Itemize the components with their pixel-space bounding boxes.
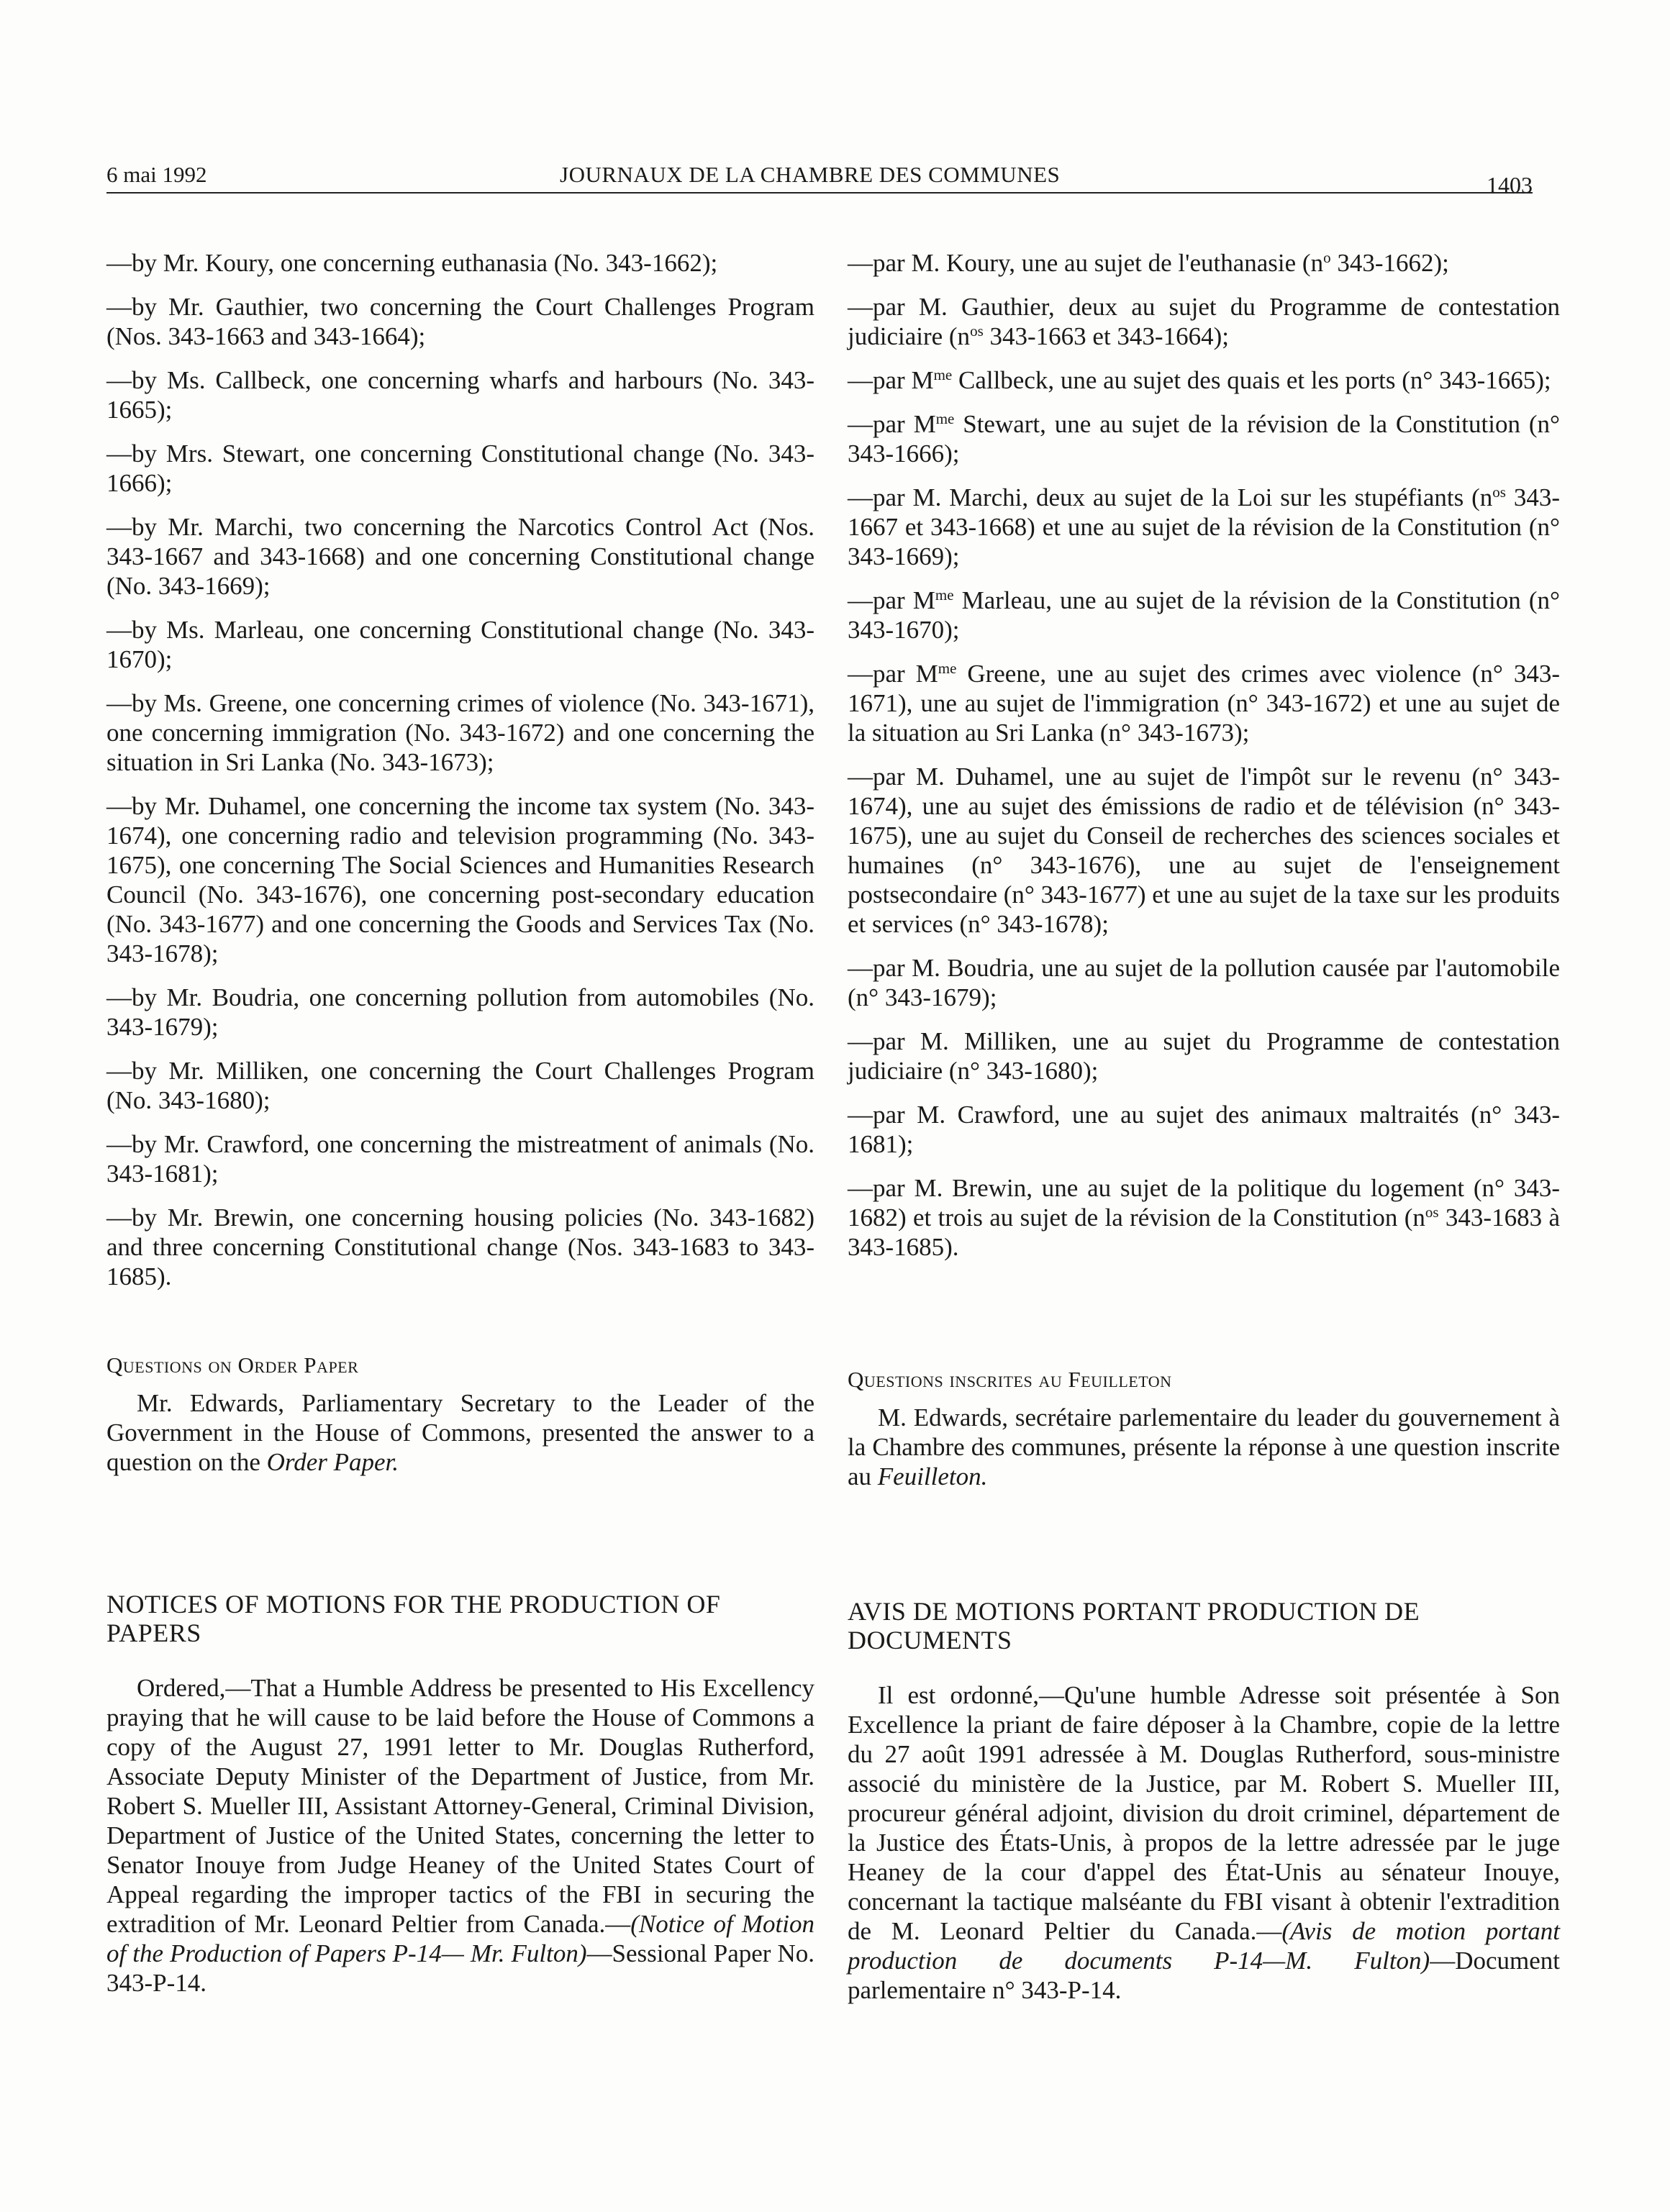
header-rule (106, 192, 1533, 194)
notices-paragraph (106, 1673, 814, 1998)
entry-sup: me (938, 660, 957, 677)
entry-text: —par M. Crawford, une au sujet des animaux maltraités (n° 343-1681); (848, 1101, 1560, 1158)
petition-entry: —by Mr. Duhamel, one concerning the income tax system (No. 343-1674), one concerning radio and television programming (No. 343-1675), one concerning The Social Sciences and Humanities Research Council (No. 343-1676), one concerning post-secondary education (No. 343-1677) and one concerning the Goods and Services Tax (No. 343-1678); (106, 792, 814, 968)
entry-text: —par M (848, 410, 936, 438)
entry-text: —par M. Marchi, deux au sujet de la Loi sur les stupéfiants (n (848, 483, 1493, 511)
notices-section-english (106, 1590, 814, 1998)
entry-sup: me (935, 410, 955, 427)
petition-entry: —by Mrs. Stewart, one concerning Constitutional change (No. 343-1666); (106, 440, 814, 497)
questions-text: Mr. Edwards, Parliamentary Secretary to the Leader of the Government in the House of Commons, presented the answer to a question on the (106, 1389, 814, 1476)
entry-text: Marleau, une au sujet de la révision de la Constitution (n° 343-1670); (848, 586, 1560, 644)
entry-text: 343-1667 et 343-1668) et une au sujet de la révision de la Constitution (n° 343-1669); (848, 483, 1561, 570)
petition-entry: —by Ms. Marleau, one concerning Constitutional change (No. 343-1670); (106, 616, 814, 673)
entry-text: —par M. Duhamel, une au sujet de l'impôt sur le revenu (n° 343-1674), une au sujet des émissions de radio et de télévision (n° 343-1675), une au sujet du Conseil de recherches des sciences sociales et humaines (n° 343-1676), une au sujet de l'enseignement postsecondaire (n° 343-1677) et une au sujet de la taxe sur les produits et services (n° 343-1678); (848, 763, 1560, 938)
petition-entry: —by Ms. Callbeck, one concerning wharfs and harbours (No. 343-1665); (106, 366, 814, 424)
notices-italic: (Notice of Motion of the Production of Papers P-14— Mr. Fulton) (106, 1910, 814, 1967)
petition-entry (848, 953, 1560, 1012)
questions-paragraph (106, 1388, 814, 1477)
entry-text: Stewart, une au sujet de la révision de la Constitution (n° 343-1666); (848, 410, 1561, 468)
french-column (848, 248, 1560, 2005)
page-header (106, 162, 1533, 198)
petition-entry: —by Ms. Greene, one concerning crimes of violence (No. 343-1671), one concerning immigration (No. 343-1672) and one concerning the situation in Sri Lanka (No. 343-1673); (106, 689, 814, 776)
entry-text: —par M (848, 366, 934, 394)
entry-sup: me (935, 586, 954, 604)
petition-entry (848, 1027, 1560, 1085)
petition-entry: —by Mr. Crawford, one concerning the mistreatment of animals (No. 343-1681); (106, 1130, 814, 1188)
petition-entry: —by Mr. Milliken, one concerning the Court Challenges Program (No. 343-1680); (106, 1057, 814, 1114)
questions-section-french (848, 1367, 1560, 1597)
notices-italic: (Avis de motion portant production de documents P-14—M. Fulton) (848, 1917, 1560, 1975)
questions-italic: Feuilleton. (877, 1462, 988, 1490)
entry-text: —par M. Brewin, une au sujet de la politique du logement (n° 343-1682) et trois au sujet de la révision de la Constitution (n (848, 1174, 1560, 1232)
entry-sup: os (1492, 483, 1506, 501)
header-date: 6 mai 1992 (106, 162, 207, 187)
notices-tail: —Sessional Paper No. 343-P-14. (106, 1939, 814, 1997)
questions-section-english (106, 1352, 814, 1590)
entry-text: —par M. Milliken, une au sujet du Programme de contestation judiciaire (n° 343-1680); (848, 1027, 1560, 1085)
petition-entry: —by Mr. Koury, one concerning euthanasia (No. 343-1662); (106, 249, 718, 277)
petition-entry (848, 762, 1560, 939)
entry-text: —par M (848, 586, 935, 614)
notices-tail: —Document parlementaire n° 343-P-14. (848, 1947, 1560, 2004)
petition-entry: —by Mr. Brewin, one concerning housing policies (No. 343-1682) and three concerning Constitutional change (Nos. 343-1683 to 343-1685). (106, 1203, 814, 1291)
english-column (106, 248, 814, 1998)
notices-heading: NOTICES OF MOTIONS FOR THE PRODUCTION OF PAPERS (106, 1590, 721, 1647)
questions-heading: Questions on Order Paper (106, 1352, 359, 1378)
notices-paragraph (848, 1680, 1560, 2005)
petition-entry (848, 1173, 1560, 1262)
entry-text: 343-1662); (1330, 249, 1449, 277)
petition-entry (848, 365, 1560, 395)
notices-heading: AVIS DE MOTIONS PORTANT PRODUCTION DE DOCUMENTS (848, 1597, 1420, 1655)
petition-entry (848, 483, 1560, 571)
entry-text: 343-1663 et 343-1664); (983, 322, 1229, 350)
questions-heading: Questions inscrites au Feuilleton (848, 1367, 1172, 1392)
entry-text: —par M. Gauthier, deux au sujet du Programme de contestation judiciaire (n (848, 293, 1560, 350)
entry-text: —par M. Boudria, une au sujet de la pollution causée par l'automobile (n° 343-1679); (848, 954, 1560, 1011)
petition-entry: —by Mr. Marchi, two concerning the Narcotics Control Act (Nos. 343-1667 and 343-1668) and one concerning Constitutional change (No. 343-1669); (106, 513, 814, 600)
petition-entry: —by Mr. Gauthier, two concerning the Court Challenges Program (Nos. 343-1663 and 343-1664); (106, 293, 814, 350)
entry-text: Callbeck, une au sujet des quais et les ports (n° 343-1665); (952, 366, 1551, 394)
petition-list-french (848, 248, 1560, 1367)
entry-text: Greene, une au sujet des crimes avec violence (n° 343-1671), une au sujet de l'immigration (n° 343-1672) et une au sujet de la situation au Sri Lanka (n° 343-1673); (848, 660, 1560, 747)
petition-entry (848, 409, 1560, 468)
journal-title: JOURNAUX DE LA CHAMBRE DES COMMUNES (560, 162, 1061, 187)
petition-list-english (106, 248, 814, 1352)
petition-entry (848, 1100, 1560, 1159)
entry-sup: os (970, 322, 984, 340)
entry-sup: me (933, 366, 953, 383)
petition-entry (848, 586, 1560, 645)
notices-section-french (848, 1597, 1560, 2005)
entry-text: 343-1683 à 343-1685). (848, 1203, 1560, 1261)
petition-entry (848, 659, 1560, 747)
page-number: 1403 (1487, 172, 1533, 198)
petition-entry: —by Mr. Boudria, one concerning pollution from automobiles (No. 343-1679); (106, 983, 814, 1041)
questions-italic: Order Paper. (266, 1448, 399, 1476)
notices-text: Ordered,—That a Humble Address be presented to His Excellency praying that he will cause to be laid before the House of Commons a copy of the August 27, 1991 letter to Mr. Douglas Rutherford, Associate Deputy Minister of the Department of Justice, from Mr. Robert S. Mueller III, Assistant Attorney-General, Criminal Division, Department of Justice of the United States, concerning the letter to Senator Inouye from Judge Heaney of the United States Court of Appeal regarding the improper tactics of the FBI in securing the extradition of Mr. Leonard Peltier from Canada.— (106, 1674, 814, 1938)
questions-text: M. Edwards, secrétaire parlementaire du leader du gouvernement à la Chambre des communes, présente la réponse à une question inscrite au (848, 1403, 1560, 1490)
entry-sup: os (1425, 1203, 1439, 1221)
notices-text: Il est ordonné,—Qu'une humble Adresse soit présentée à Son Excellence la priant de faire déposer à la Chambre, copie de la lettre du 27 août 1991 adressée à M. Douglas Rutherford, sous-ministre associé du ministère de la Justice, par M. Robert S. Mueller III, procureur général adjoint, division du droit criminel, département de la Justice des États-Unis, à propos de la lettre adressée par le juge Heaney de la cour d'appel des État-Unis au sénateur Inouye, concernant la tactique malséante du FBI visant à obtenir l'extradition de M. Leonard Peltier du Canada.— (848, 1681, 1560, 1945)
entry-text: —par M. Koury, une au sujet de l'euthanasie (n (848, 249, 1324, 277)
petition-entry (848, 248, 1560, 278)
petition-entry (848, 292, 1560, 351)
questions-paragraph (848, 1403, 1560, 1491)
entry-sup: o (1323, 249, 1331, 266)
entry-text: —par M (848, 660, 938, 688)
